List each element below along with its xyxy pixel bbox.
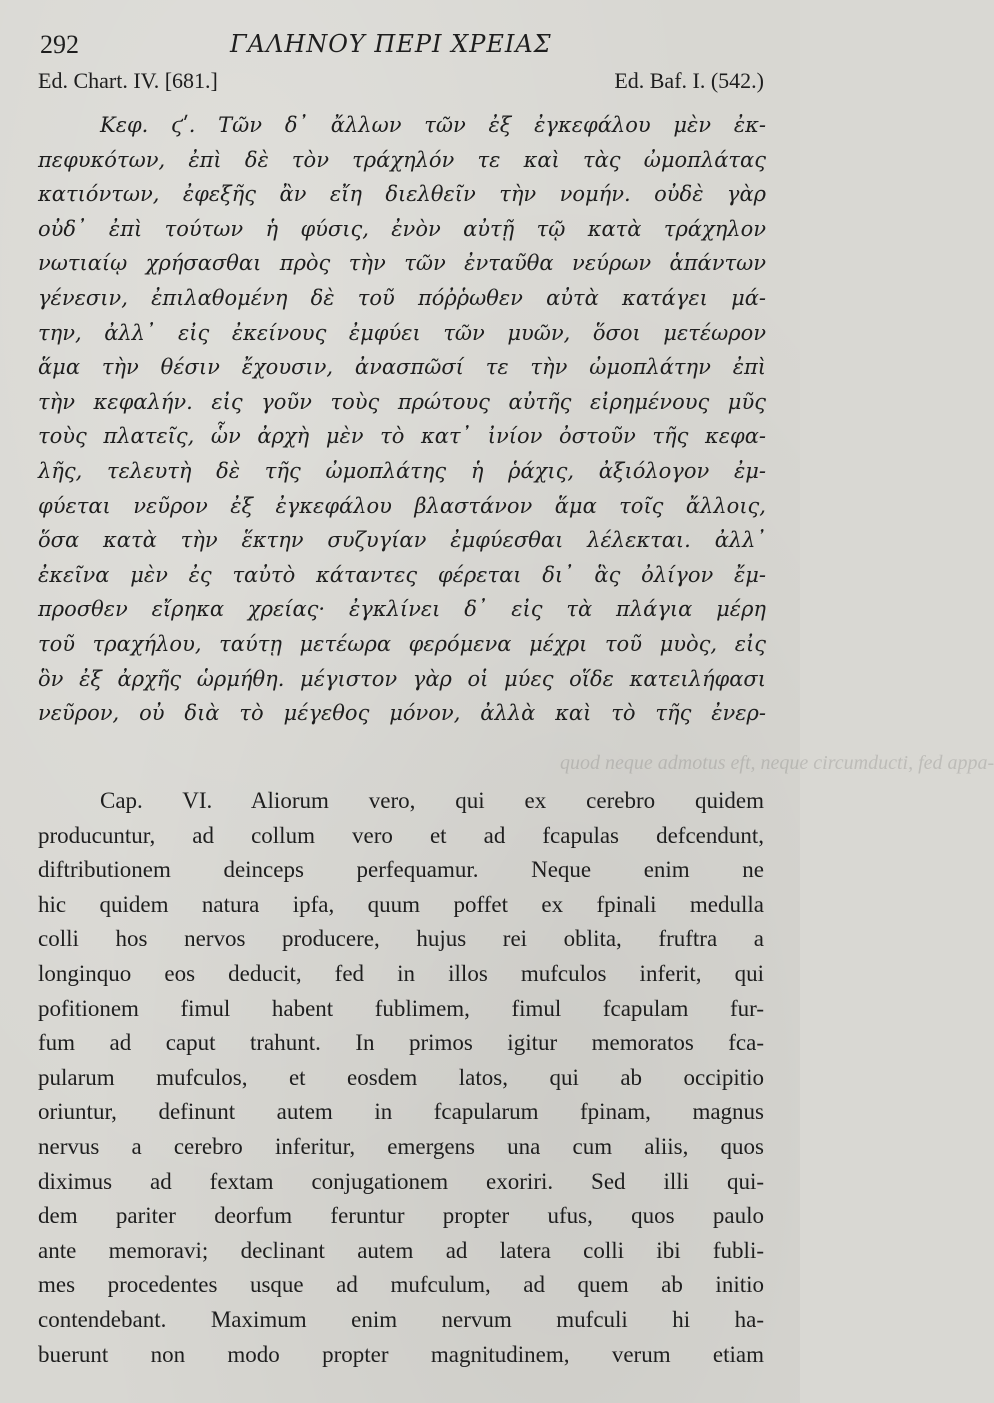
edition-reference-left: Ed. Chart. IV. [681.] — [38, 68, 218, 93]
latin-line: buerunt non modo propter magnitudinem, verum etiam — [38, 1341, 764, 1367]
bleed-through-text: quod neque admotus eft, neque circumducti, fed appa- — [560, 752, 994, 774]
latin-line: diximus ad fextam conjugationem exoriri. Sed illi qui- — [38, 1168, 764, 1194]
greek-line: νωτιαίῳ χρήσασθαι πρὸς τὴν τῶν ἐνταῦθα νεύρων ἁπάντων — [38, 251, 766, 276]
greek-line: τὴν κεφαλήν. εἰς γοῦν τοὺς πρώτους αὐτῆς εἰρημένους μῦς — [38, 389, 766, 414]
latin-line: pofitionem fimul habent fublimem, fimul fcapulam fur- — [38, 995, 764, 1021]
greek-line: λῆς, τελευτὴ δὲ τῆς ὠμοπλάτης ἡ ῥάχις, ἀξιόλογον ἐμ- — [38, 458, 766, 483]
latin-text-block — [38, 784, 764, 1372]
greek-line: γένεσιν, ἐπιλαθομένη δὲ τοῦ πόῤῥωθεν αὐτὰ κατάγει μά- — [38, 285, 766, 310]
latin-line: contendebant. Maximum enim nervum mufculi hi ha- — [38, 1306, 764, 1332]
greek-line: νεῦρον, οὐ διὰ τὸ μέγεθος μόνον, ἀλλὰ καὶ τὸ τῆς ἐνερ- — [38, 701, 766, 726]
greek-line: φύεται νεῦρον ἐξ ἐγκεφάλου βλαστάνον ἅμα τοῖς ἄλλοις, — [38, 493, 766, 518]
latin-line: oriuntur, definunt autem in fcapularum fpinam, magnus — [38, 1099, 764, 1125]
latin-line: ante memoravi; declinant autem ad latera colli ibi fubli- — [38, 1237, 764, 1263]
greek-line: κατιόντων, ἐφεξῆς ἂν εἴη διελθεῖν τὴν νομήν. οὐδὲ γὰρ — [38, 182, 766, 207]
page-number: 292 — [40, 30, 79, 59]
greek-line: τοῦ τραχήλου, ταύτῃ μετέωρα φερόμενα μέχρι τοῦ μυὸς, εἰς — [38, 631, 766, 656]
greek-line: πεφυκότων, ἐπὶ δὲ τὸν τράχηλόν τε καὶ τὰς ὠμοπλάτας — [38, 147, 766, 172]
greek-line: ὃν ἐξ ἀρχῆς ὡρμήθη. μέγιστον γὰρ οἱ μύες οἵδε κατειλήφασι — [38, 666, 766, 691]
greek-line: Κεφ. ϛʹ. Τῶν δ᾽ ἄλλων τῶν ἐξ ἐγκεφάλου μὲν ἐκ- — [100, 113, 766, 137]
latin-line: pularum mufculos, et eosdem latos, qui ab occipitio — [38, 1064, 764, 1090]
greek-line: ὅσα κατὰ τὴν ἕκτην συζυγίαν ἐμφύεσθαι λέλεκται. ἀλλ᾽ — [38, 528, 766, 553]
edition-reference-right: Ed. Baf. I. (542.) — [614, 68, 764, 93]
latin-line: diftributionem deinceps perfequamur. Neque enim ne — [38, 857, 764, 883]
latin-line: producuntur, ad collum vero et ad fcapulas defcendunt, — [38, 822, 764, 848]
latin-line: hic quidem natura ipfa, quum poffet ex fpinali medulla — [38, 891, 764, 917]
latin-line: fum ad caput trahunt. In primos igitur memoratos fca- — [38, 1030, 764, 1056]
greek-line: οὐδ᾽ ἐπὶ τούτων ἡ φύσις, ἐνὸν αὐτῇ τῷ κατὰ τράχηλον — [38, 216, 766, 241]
latin-line: Cap. VI. Aliorum vero, qui ex cerebro quidem — [100, 788, 764, 813]
greek-line: ἐκεῖνα μὲν ἐς ταὐτὸ κάταντες φέρεται δι᾽ ἃς ὀλίγον ἔμ- — [38, 562, 766, 587]
greek-text-block — [38, 108, 766, 731]
latin-line: dem pariter deorfum feruntur propter ufus, quos paulo — [38, 1203, 764, 1229]
greek-line: τοὺς πλατεῖς, ὧν ἀρχὴ μὲν τὸ κατ᾽ ἰνίον ὀστοῦν τῆς κεφα- — [38, 424, 766, 449]
latin-line: colli hos nervos producere, hujus rei oblita, fruftra a — [38, 926, 764, 952]
greek-line: προσθεν εἴρηκα χρείας· ἐγκλίνει δ᾽ εἰς τὰ πλάγια μέρη — [38, 597, 766, 622]
greek-line: ἅμα τὴν θέσιν ἔχουσιν, ἀνασπῶσί τε τὴν ὠμοπλάτην ἐπὶ — [38, 355, 766, 380]
latin-line: nervus a cerebro inferitur, emergens una cum aliis, quos — [38, 1133, 764, 1159]
latin-line: mes procedentes usque ad mufculum, ad quem ab initio — [38, 1272, 764, 1298]
latin-line: longinquo eos deducit, fed in illos mufculos inferit, qui — [38, 960, 764, 986]
greek-line: την, ἀλλ᾽ εἰς ἐκείνους ἐμφύει τῶν μυῶν, ὅσοι μετέωρον — [38, 320, 766, 345]
running-title: ΓΑΛΗΝΟΥ ΠΕΡΙ ΧΡΕΙΑΣ — [230, 30, 552, 58]
